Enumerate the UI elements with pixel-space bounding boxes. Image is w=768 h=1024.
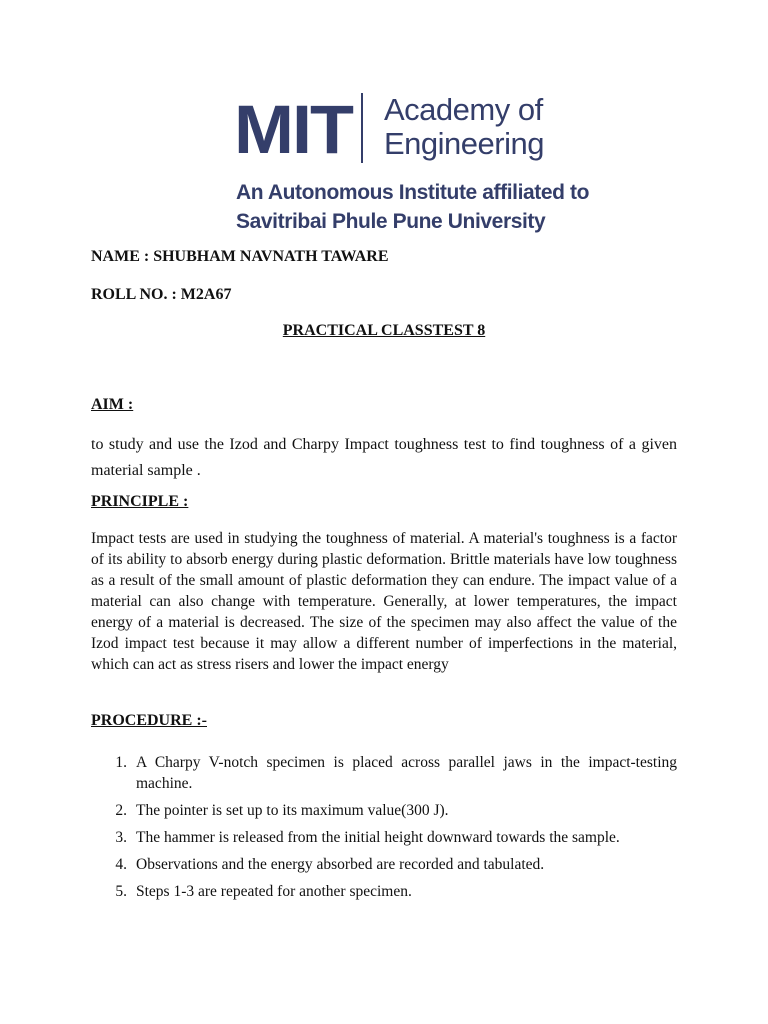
procedure-heading: PROCEDURE :-: [91, 712, 207, 729]
procedure-step: [91, 752, 677, 794]
logo-brand: MIT: [234, 92, 352, 168]
logo-tagline-line2: Savitribai Phule Pune University: [236, 210, 546, 233]
procedure-step: [91, 827, 677, 848]
step-text: Steps 1-3 are repeated for another specimen.: [136, 883, 412, 900]
step-text: The hammer is released from the initial height downward towards the sample.: [136, 829, 620, 846]
document-title: PRACTICAL CLASSTEST 8: [282, 322, 486, 339]
principle-heading: PRINCIPLE :: [91, 493, 189, 510]
aim-heading: AIM :: [91, 396, 134, 413]
step-text: Observations and the energy absorbed are recorded and tabulated.: [136, 856, 545, 873]
procedure-steps: [91, 752, 677, 908]
logo-institute-name: [384, 93, 544, 161]
procedure-step: [91, 854, 677, 875]
aim-text: to study and use the Izod and Charpy Impact toughness test to find toughness of a given material sample .: [91, 436, 677, 479]
roll-number: ROLL NO. : M2A67: [91, 286, 232, 303]
procedure-step: [91, 800, 677, 821]
logo-divider: [361, 93, 363, 163]
step-text: A Charpy V-notch specimen is placed across parallel jaws in the impact-testing machine.: [136, 754, 677, 792]
step-number: 1.: [115, 754, 127, 771]
institute-logo: [234, 90, 590, 240]
student-name: NAME : SHUBHAM NAVNATH TAWARE: [91, 248, 389, 265]
principle-text: Impact tests are used in studying the toughness of material. A material's toughness is a factor of its ability to absorb energy during plastic deformation. Brittle materials have low toughness as a result of the small amount of plastic deformation they can endure. The impact value of a material can also change with temperature. Generally, at lower temperatures, the impact energy of a material is decreased. The size of the specimen may also affect the value of the Izod impact test because it may allow a different number of imperfections in the material, which can act as stress risers and lower the impact energy: [91, 530, 677, 673]
procedure-step: [91, 881, 677, 902]
step-number: 3.: [115, 829, 127, 846]
step-number: 4.: [115, 856, 127, 873]
step-number: 2.: [115, 802, 127, 819]
step-text: The pointer is set up to its maximum value(300 J).: [136, 802, 449, 819]
logo-name-line2: Engineering: [384, 126, 544, 161]
logo-tagline: [236, 178, 590, 236]
logo-tagline-line1: An Autonomous Institute affiliated to: [236, 181, 590, 204]
step-number: 5.: [115, 883, 127, 900]
logo-name-line1: Academy of: [384, 92, 543, 127]
